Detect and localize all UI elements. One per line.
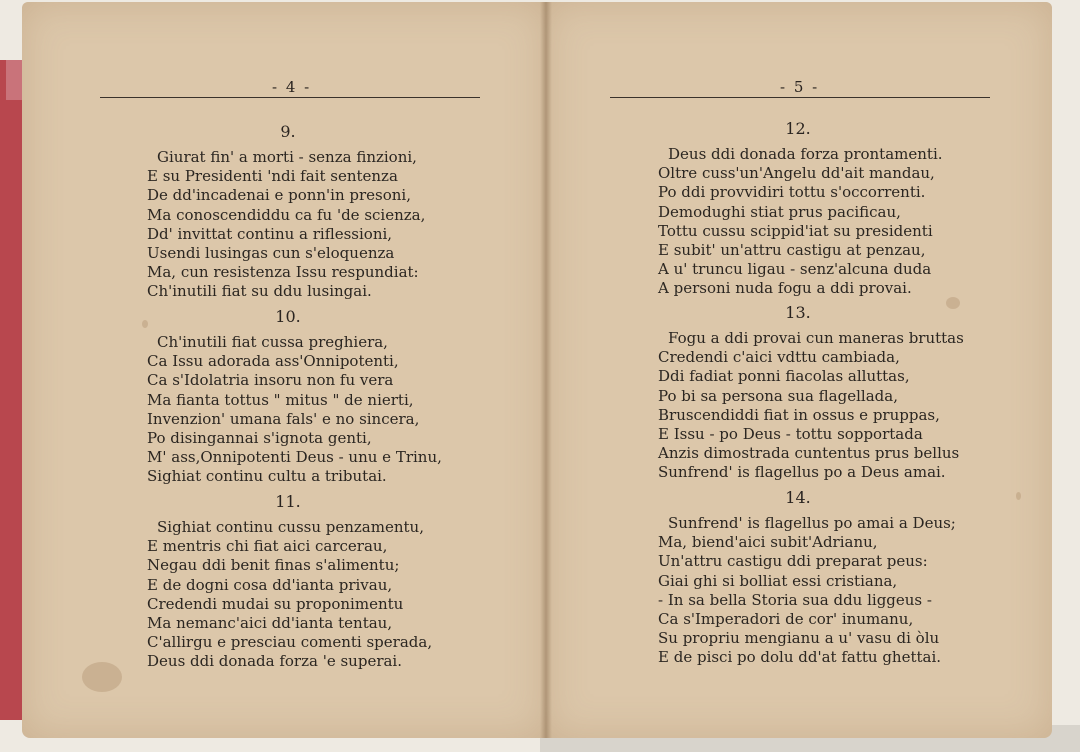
verse-line: Credendi c'aici vdttu cambiada, — [658, 348, 900, 367]
verse-line: Invenzion' umana fals' e no sincera, — [147, 409, 420, 428]
stanza-number: 12. — [785, 119, 811, 138]
verse-line: Bruscendiddi fiat in ossus e pruppas, — [658, 405, 940, 424]
verse-line: Demodughi stiat prus pacificau, — [658, 202, 901, 221]
verse-line: Ddi fadiat ponni fiacolas alluttas, — [658, 367, 910, 386]
page-number: - 4 - — [272, 78, 312, 96]
verse-line: Anzis dimostrada cuntentus prus bellus — [658, 444, 960, 463]
verse-line: Giai ghi si bolliat essi cristiana, — [658, 571, 898, 590]
left-page — [22, 2, 546, 738]
verse-line: E de pisci po dolu dd'at fattu ghettai. — [658, 648, 942, 667]
verse-line: Ch'inutili fiat cussa preghiera, — [157, 333, 388, 351]
verse-line: Ma, cun resistenza Issu respundiat: — [147, 263, 419, 282]
stanza-number: 9. — [280, 122, 296, 141]
stanza-12 — [658, 145, 943, 299]
verse-line: Giurat fin' a morti - senza finzioni, — [157, 148, 417, 166]
stanza-11 — [147, 518, 432, 672]
stanza-number: 11. — [275, 492, 301, 511]
verse-line: Credendi mudai su proponimentu — [147, 594, 404, 613]
header-rule — [100, 97, 480, 98]
verse-line: Oltre cuss'un'Angelu dd'ait mandau, — [658, 164, 935, 183]
verse-line: Sighiat continu cultu a tributai. — [147, 467, 387, 486]
verse-line: A u' truncu ligau - senz'alcuna duda — [658, 260, 932, 279]
verse-line: Ma, biend'aici subit'Adrianu, — [658, 533, 878, 552]
verse-line: E su Presidenti 'ndi fait sentenza — [147, 167, 398, 186]
verse-line: Po ddi provvidiri tottu s'occorrenti. — [658, 183, 926, 202]
verse-line: Un'attru castigu ddi preparat peus: — [658, 552, 928, 571]
paper-stain — [82, 662, 122, 692]
verse-line: Dd' invittat continu a riflessioni, — [147, 224, 393, 243]
stanza-10 — [147, 333, 442, 487]
verse-line: Deus ddi donada forza prontamenti. — [668, 145, 943, 163]
verse-line: E de dogni cosa dd'ianta privau, — [147, 575, 393, 594]
verse-line: Ma nemanc'aici dd'ianta tentau, — [147, 614, 393, 633]
verse-line: Sunfrend' is flagellus po a Deus amai. — [658, 463, 946, 482]
verse-line: Po disingannai s'ignota genti, — [147, 429, 372, 448]
verse-line: Ma fianta tottus " mitus " de nierti, — [147, 390, 414, 409]
page-number: - 5 - — [780, 78, 820, 96]
ink-spot — [946, 297, 960, 309]
verse-line: Tottu cussu scippid'iat su presidenti — [658, 221, 933, 240]
verse-line: Po bi sa persona sua flagellada, — [658, 386, 898, 405]
verse-line: E mentris chi fiat aici carcerau, — [147, 537, 388, 556]
verse-line: Sighiat continu cussu penzamentu, — [157, 518, 424, 536]
header-rule — [610, 97, 990, 98]
stanza-number: 13. — [785, 303, 811, 322]
verse-line: Negau ddi benit finas s'alimentu; — [147, 556, 400, 575]
verse-line: A personi nuda fogu a ddi provai. — [658, 279, 912, 298]
verse-line: De dd'incadenai e ponn'in presoni, — [147, 186, 412, 205]
verse-line: Ch'inutili fiat su ddu lusingai. — [147, 282, 372, 301]
verse-line: Sunfrend' is flagellus po amai a Deus; — [668, 514, 956, 532]
ink-spot — [1016, 492, 1021, 500]
verse-line: - In sa bella Storia sua ddu liggeus - — [658, 590, 932, 609]
verse-line: Fogu a ddi provai cun maneras bruttas — [668, 329, 964, 347]
verse-line: Ca s'Idolatria insoru non fu vera — [147, 371, 394, 390]
book-gutter — [540, 2, 552, 738]
stanza-13 — [658, 329, 964, 483]
stanza-number: 14. — [785, 488, 811, 507]
stanza-14 — [658, 514, 956, 668]
verse-line: Ca Issu adorada ass'Onnipotenti, — [147, 352, 399, 371]
verse-line: C'allirgu e presciau comenti sperada, — [147, 633, 433, 652]
verse-line: Ca s'Imperadori de cor' inumanu, — [658, 610, 914, 629]
verse-line: Ma conoscendiddu ca fu 'de scienza, — [147, 205, 426, 224]
verse-line: M' ass,Onnipotenti Deus - unu e Trinu, — [147, 448, 442, 467]
verse-line: E Issu - po Deus - tottu sopportada — [658, 425, 923, 444]
verse-line: E subit' un'attru castigu at penzau, — [658, 241, 926, 260]
right-page — [546, 2, 1052, 738]
stanza-number: 10. — [275, 307, 301, 326]
verse-line: Usendi lusingas cun s'eloquenza — [147, 244, 395, 263]
verse-line: Su propriu mengianu a u' vasu di òlu — [658, 629, 940, 648]
ink-spot — [142, 320, 148, 328]
stanza-9 — [147, 148, 425, 302]
verse-line: Deus ddi donada forza 'e superai. — [147, 652, 402, 671]
